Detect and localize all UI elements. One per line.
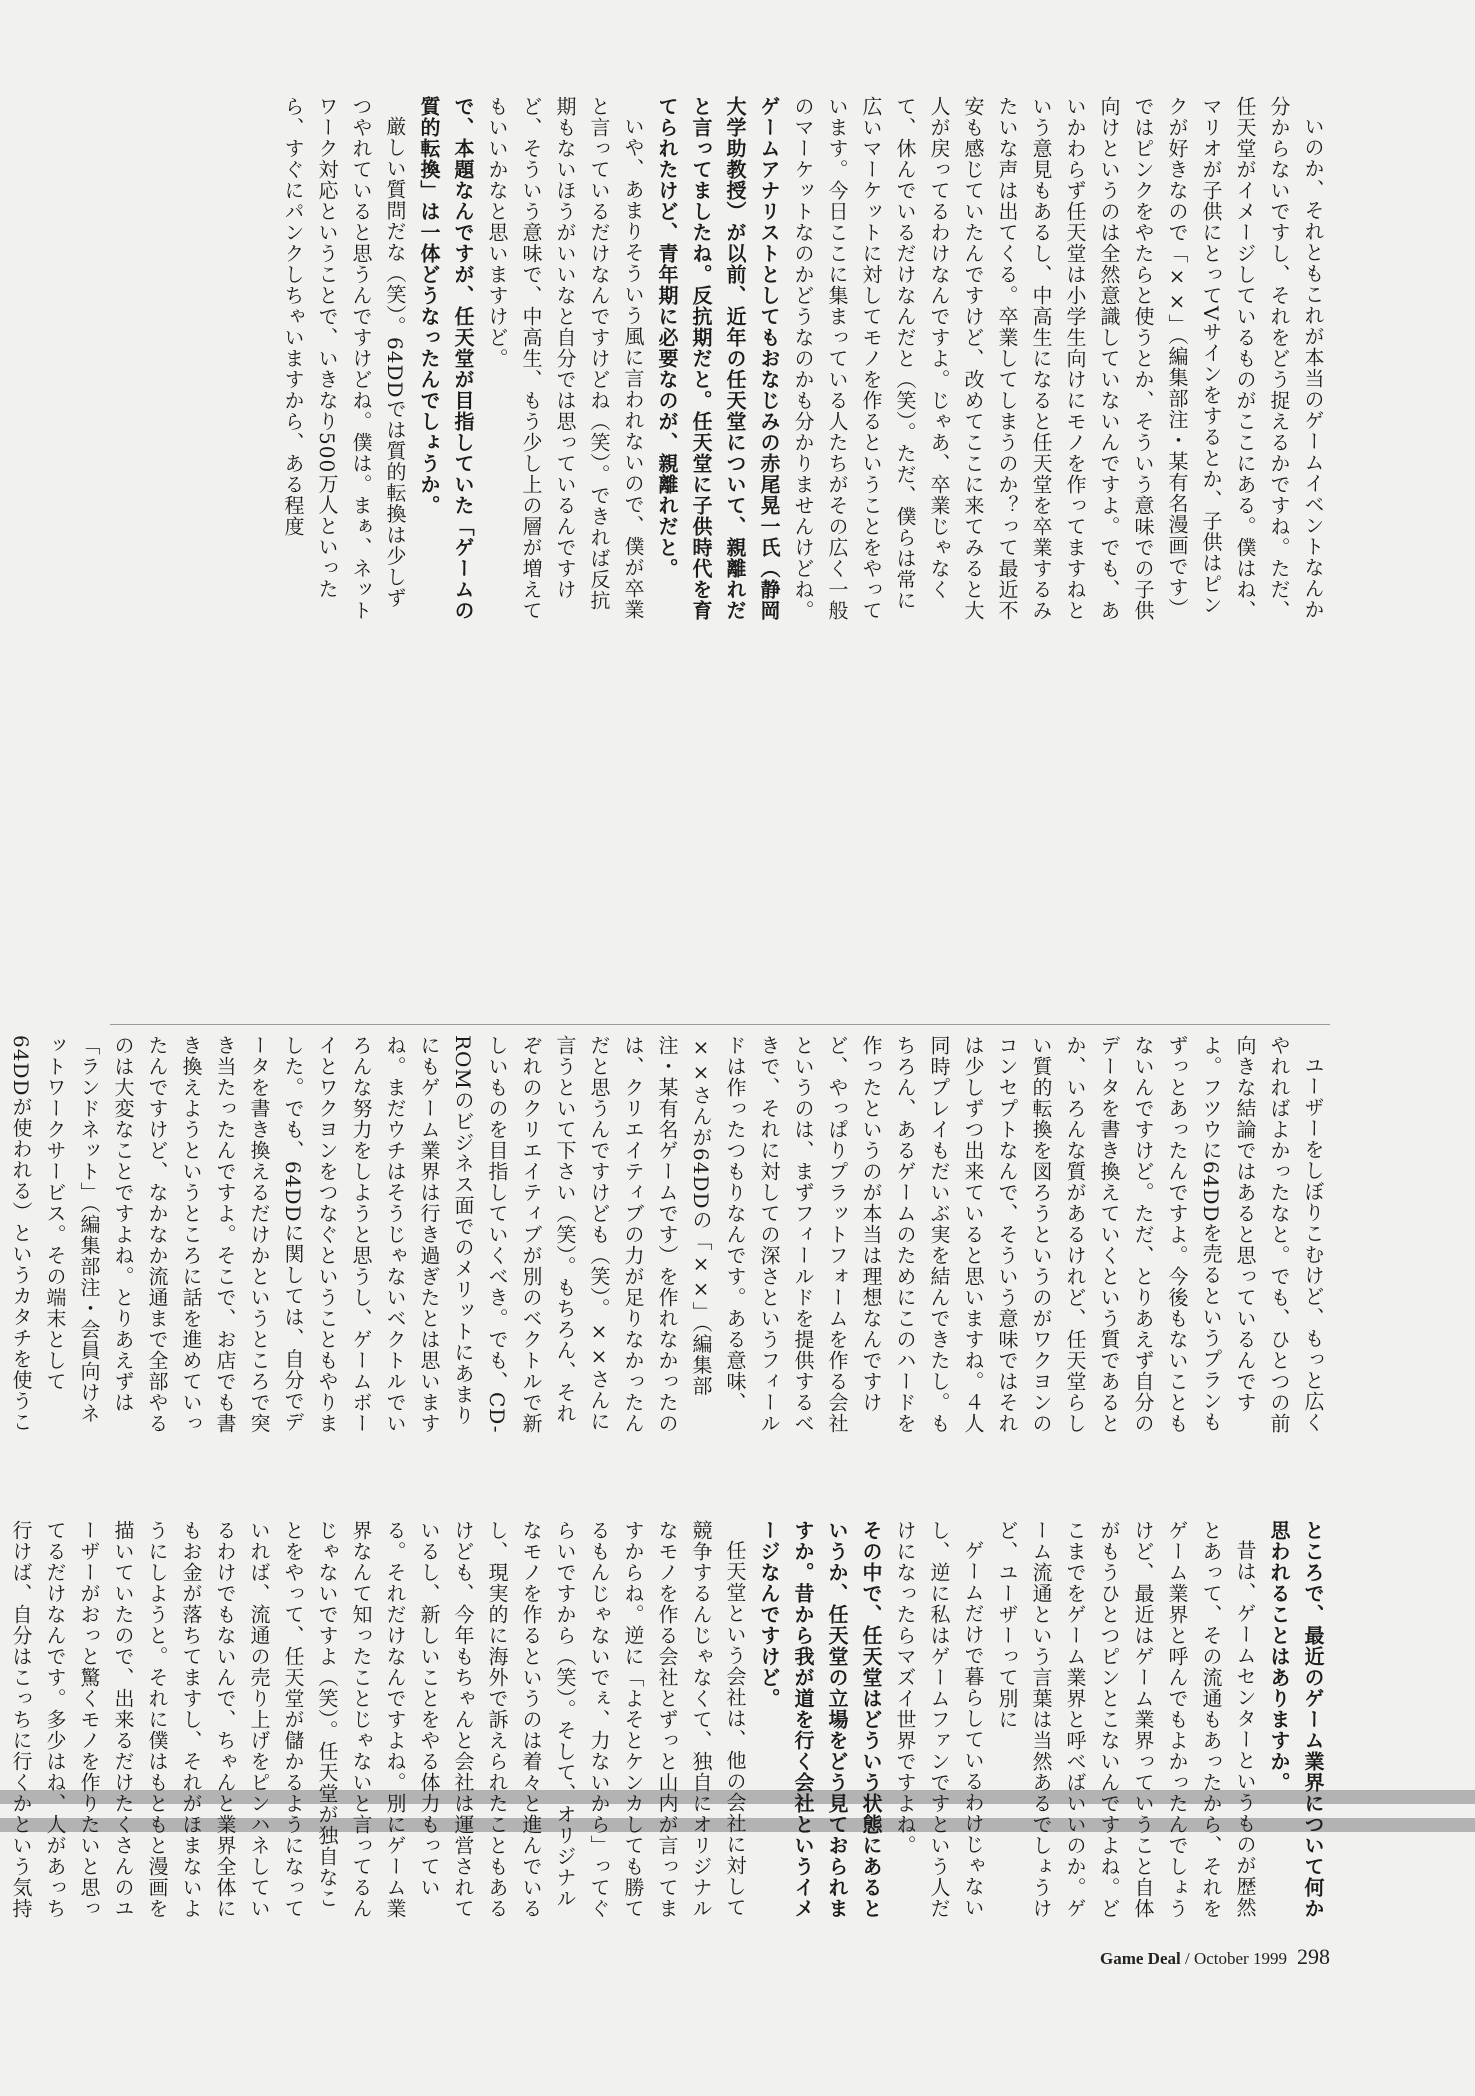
- text-column-1: [276, 96, 1330, 626]
- question-paragraph: ゲームアナリストとしてもおなじみの赤尾晃一氏（静岡大学助教授）が以前、近年の任天堂について、親離れだと言ってましたね。反抗期だと。任天堂に子供時代を育てられたけど、青年期に必要なのが、親離れだと。: [655, 96, 781, 621]
- page-footer: [1100, 1944, 1330, 1970]
- text-column-2: [0, 1035, 1330, 1435]
- question-paragraph: で、本題なんですが、任天堂が目指していた「ゲームの質的転換」は一体どうなったんでしょうか。: [417, 96, 475, 621]
- text-column-3: [0, 1520, 1330, 1920]
- column-divider: [110, 1024, 1330, 1025]
- answer-paragraph: いのか、それともこれが本当のゲームイベントなんか分からないですし、それをどう捉えるかですね。ただ、任天堂がイメージしているものがここにある。僕はね、マリオが子供にとってVサインをするとか、子供はピンクが好きなので「××」（編集部注・某有名漫画です）ではピンクをやたらと使うとか、そういう意味での子供向けというのは全然意識していないんですよ。でも、あいかわらず任天堂は小学生向けにモノを作ってますねという意見もあるし、中高生になると任天堂を卒業するみたいな声は出てくる。卒業してしまうのか？って最近不安も感じていたんですけど、改めてここに来てみると大人が戻ってるわけなんですよ。じゃあ、卒業じゃなくて、休んでいるだけなんだと（笑）。ただ、僕らは常に広いマーケットに対してモノを作るということをやっています。今日ここに集まっている人たちがその広く一般のマーケットなのかどうなのかも分かりませんけどね。: [791, 96, 1325, 621]
- answer-paragraph: 任天堂という会社は、他の会社に対して競争するんじゃなくて、独自にオリジナルなモノを作る会社とずっと山内が言ってますからね。逆に「よそとケンカしても勝てるもんじゃないでぇ、力ないから」ってぐらいですから（笑）。そして、オリジナルなモノを作るというのは着々と進んでいるし、現実的に海外で訴えられたこともあるけども、今年もちゃんと会社は運営されているし、新しいことをやる体力もっている。それだけなんですよね。別にゲーム業界なんて知ったことじゃないと言ってるんじゃないですよ（笑）。任天堂が独自なことをやって、任天堂が儲かるようになっていれば、流通の売り上げをピンハネしているわけでもないんで、ちゃんと業界全体にもお金が落ちてますし、それがほまないようにしようと。それに僕はもともと漫画を描いていたので、出来るだけたくさんのユーザーがおっと驚くモノを作りたいと思ってるだけなんです。多少はね、人があっち行けば、自分はこっちに行くかという気持: [9, 1520, 747, 1919]
- magazine-name: Game Deal: [1100, 1949, 1181, 1968]
- question-paragraph: その中で、任天堂はどういう状態にあるというか、任天堂の立場をどう見ておられますか。昔から我が道を行く会社というイメージなんですけど。: [757, 1520, 883, 1919]
- answer-paragraph: ユーザーをしぼりこむけど、もっと広くやれればよかったなと。でも、ひとつの前向きな結論ではあると思っているんですよ。フツウに64DDを売るというプランもずっとあったんですよ。今後もないこともないんですけど。ただ、とりあえず自分のデータを書き換えていくという質であるとか、いろんな質があるけれど、任天堂らしい質的転換を図ろうというのがワクヨンのコンセプトなんで、そういう意味ではそれは少しずつ出来ていると思いますね。４人同時プレイもだいぶ実を結んできたし。もちろん、あるゲームのためにこのハードを作ったというのが本当は理想なんですけど、やっぱりプラットフォームを作る会社というのは、まずフィールドを提供するべきで、それに対しての深さというフィールドは作ったつもりなんです。ある意味、××さんが64DDの「××」（編集部注・某有名ゲームです）を作れなかったのは、クリエイティブの力が足りなかったんだと思うんですけども（笑）。××さんに言うといて下さい（笑）。もちろん、それぞれのクリエイティブが別のベクトルで新しいものを目指していくべき。でも、CD-ROMのビジネス面でのメリットにあまりにもゲーム業界は行き過ぎたとは思いますね。まだウチはそうじゃないベクトルでいろんな努力をしようと思うし、ゲームボーイとワクヨンをつなぐということもやりました。でも、64DDに関しては、自分でデータを書き換えるだけかというところで突き当たったんですよ。そこで、お店でも書き換えようというところに話を進めていったんですけど、なかなか流通まで全部やるのは大変なことですよね。とりあえずは「ランドネット」（編集部注・会員向けネットワークサービス。その端末として64DDが使われる）というカタチを使うこ: [9, 1035, 1325, 1434]
- answer-paragraph: いや、あまりそういう風に言われないので、僕が卒業と言っているだけなんですけどね（笑）。できれば反抗期もないほうがいいなと自分では思っているんですけど、そういう意味で、中高生、もう少し上の層が増えてもいいかなと思いますけど。: [485, 96, 645, 621]
- answer-paragraph: 昔は、ゲームセンターというものが歴然とあって、その流通もあったから、それをゲーム業界と呼んでもよかったんでしょうけど、最近はゲーム業界っていうこと自体がもうひとつピンとこないんですよね。どこまでをゲーム業界と呼べばいいのか。ゲーム流通という言葉は当然あるでしょうけど、ユーザーって別に: [995, 1520, 1257, 1919]
- tier-top-left: [110, 96, 1330, 626]
- question-paragraph: ところで、最近のゲーム業界について何か思われることはありますか。: [1267, 1520, 1325, 1919]
- page-number: 298: [1296, 1944, 1330, 1969]
- tier-middle: [9, 1035, 1330, 1435]
- tier-bottom: [9, 1520, 1330, 1920]
- issue-date: / October 1999: [1180, 1949, 1287, 1968]
- answer-paragraph: 厳しい質問だな（笑）。64DDでは質的転換は少しずつやれていると思うんですけどね。僕は。まぁ、ネットワーク対応ということで、いきなり500万人といったら、すぐにパンクしちゃいますから、ある程度: [281, 96, 407, 621]
- answer-paragraph: ゲームだけで暮らしているわけじゃないし、逆に私はゲームファンですという人だけになったらマズイ世界ですよね。: [893, 1520, 985, 1919]
